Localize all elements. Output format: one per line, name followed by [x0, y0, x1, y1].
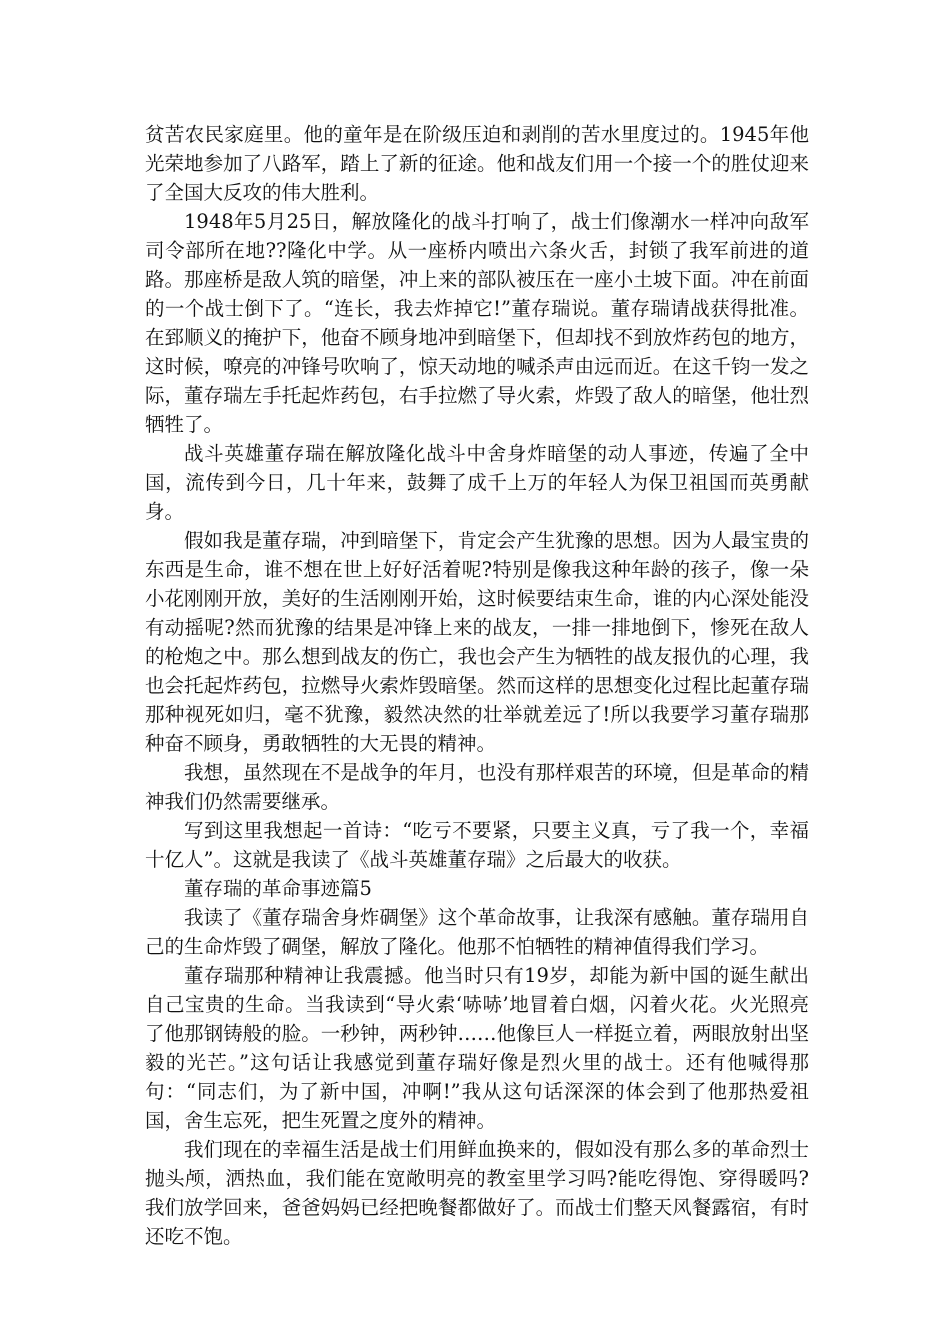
paragraph-poem: 写到这里我想起一首诗：“吃亏不要紧，只要主义真，亏了我一个，幸福十亿人”。这就是我读了《战斗英雄董存瑞》之后最大的收获。	[145, 819, 809, 871]
paragraph-continued: 贫苦农民家庭里。他的童年是在阶级压迫和剥削的苦水里度过的。1945年他光荣地参加了八路军，踏上了新的征途。他和战友们用一个接一个的胜仗迎来了全国大反攻的伟大胜利。	[145, 123, 809, 204]
section-heading: 董存瑞的革命事迹篇5	[184, 877, 372, 900]
paragraph-spirit: 董存瑞那种精神让我震撼。他当时只有19岁，却能为新中国的诞生献出自己宝贵的生命。当我读到“导火索‘哧哧’地冒着白烟，闪着火花。火光照亮了他那钢铸般的脸。一秒钟，两秒钟……他像巨人一样挺立着，两眼放射出坚毅的光芒。”这句话让我感觉到董存瑞好像是烈火里的战士。还有他喊得那句：“同志们，为了新中国，冲啊!”我从这句话深深的体会到了他那热爱祖国，舍生忘死，把生死置之度外的精神。	[145, 964, 809, 1132]
paragraph-happiness: 我们现在的幸福生活是战士们用鲜血换来的，假如没有那么多的革命烈士抛头颅，洒热血，我们能在宽敞明亮的教室里学习吗?能吃得饱、穿得暖吗?我们放学回来，爸爸妈妈已经把晚餐都做好了。而战士们整天风餐露宿，有时还吃不饱。	[145, 1138, 809, 1248]
paragraph-reflection: 假如我是董存瑞，冲到暗堡下，肯定会产生犹豫的思想。因为人最宝贵的东西是生命，谁不想在世上好好活着呢?特别是像我这种年龄的孩子，像一朵小花刚刚开放，美好的生活刚刚开始，这时候要结束生命，谁的内心深处能没有动摇呢?然而犹豫的结果是冲锋上来的战友，一排一排地倒下，惨死在敌人的枪炮之中。那么想到战友的伤亡，我也会产生为牺牲的战友报仇的心理，我也会托起炸药包，拉燃导火索炸毁暗堡。然而这样的思想变化过程比起董存瑞那种视死如归，毫不犹豫，毅然决然的壮举就差远了!所以我要学习董存瑞那种奋不顾身，勇敢牺牲的大无畏的精神。	[145, 529, 809, 755]
paragraph-legacy: 战斗英雄董存瑞在解放隆化战斗中舍身炸暗堡的动人事迹，传遍了全中国，流传到今日，几十年来，鼓舞了成千上万的年轻人为保卫祖国而英勇献身。	[145, 442, 809, 523]
document-body	[145, 120, 809, 1251]
paragraph-story-intro: 我读了《董存瑞舍身炸碉堡》这个革命故事，让我深有感触。董存瑞用自己的生命炸毁了碉堡，解放了隆化。他那不怕牺牲的精神值得我们学习。	[145, 906, 809, 958]
paragraph-inheritance: 我想，虽然现在不是战争的年月，也没有那样艰苦的环境，但是革命的精神我们仍然需要继承。	[145, 761, 809, 813]
paragraph-battle: 1948年5月25日，解放隆化的战斗打响了，战士们像潮水一样冲向敌军司令部所在地??隆化中学。从一座桥内喷出六条火舌，封锁了我军前进的道路。那座桥是敌人筑的暗堡，冲上来的部队被压在一座小土坡下面。冲在前面的一个战士倒下了。“连长，我去炸掉它!”董存瑞说。董存瑞请战获得批准。在郅顺义的掩护下，他奋不顾身地冲到暗堡下，但却找不到放炸药包的地方，这时候，嘹亮的冲锋号吹响了，惊天动地的喊杀声由远而近。在这千钧一发之际，董存瑞左手托起炸药包，右手拉燃了导火索，炸毁了敌人的暗堡，他壮烈牺牲了。	[145, 210, 809, 436]
